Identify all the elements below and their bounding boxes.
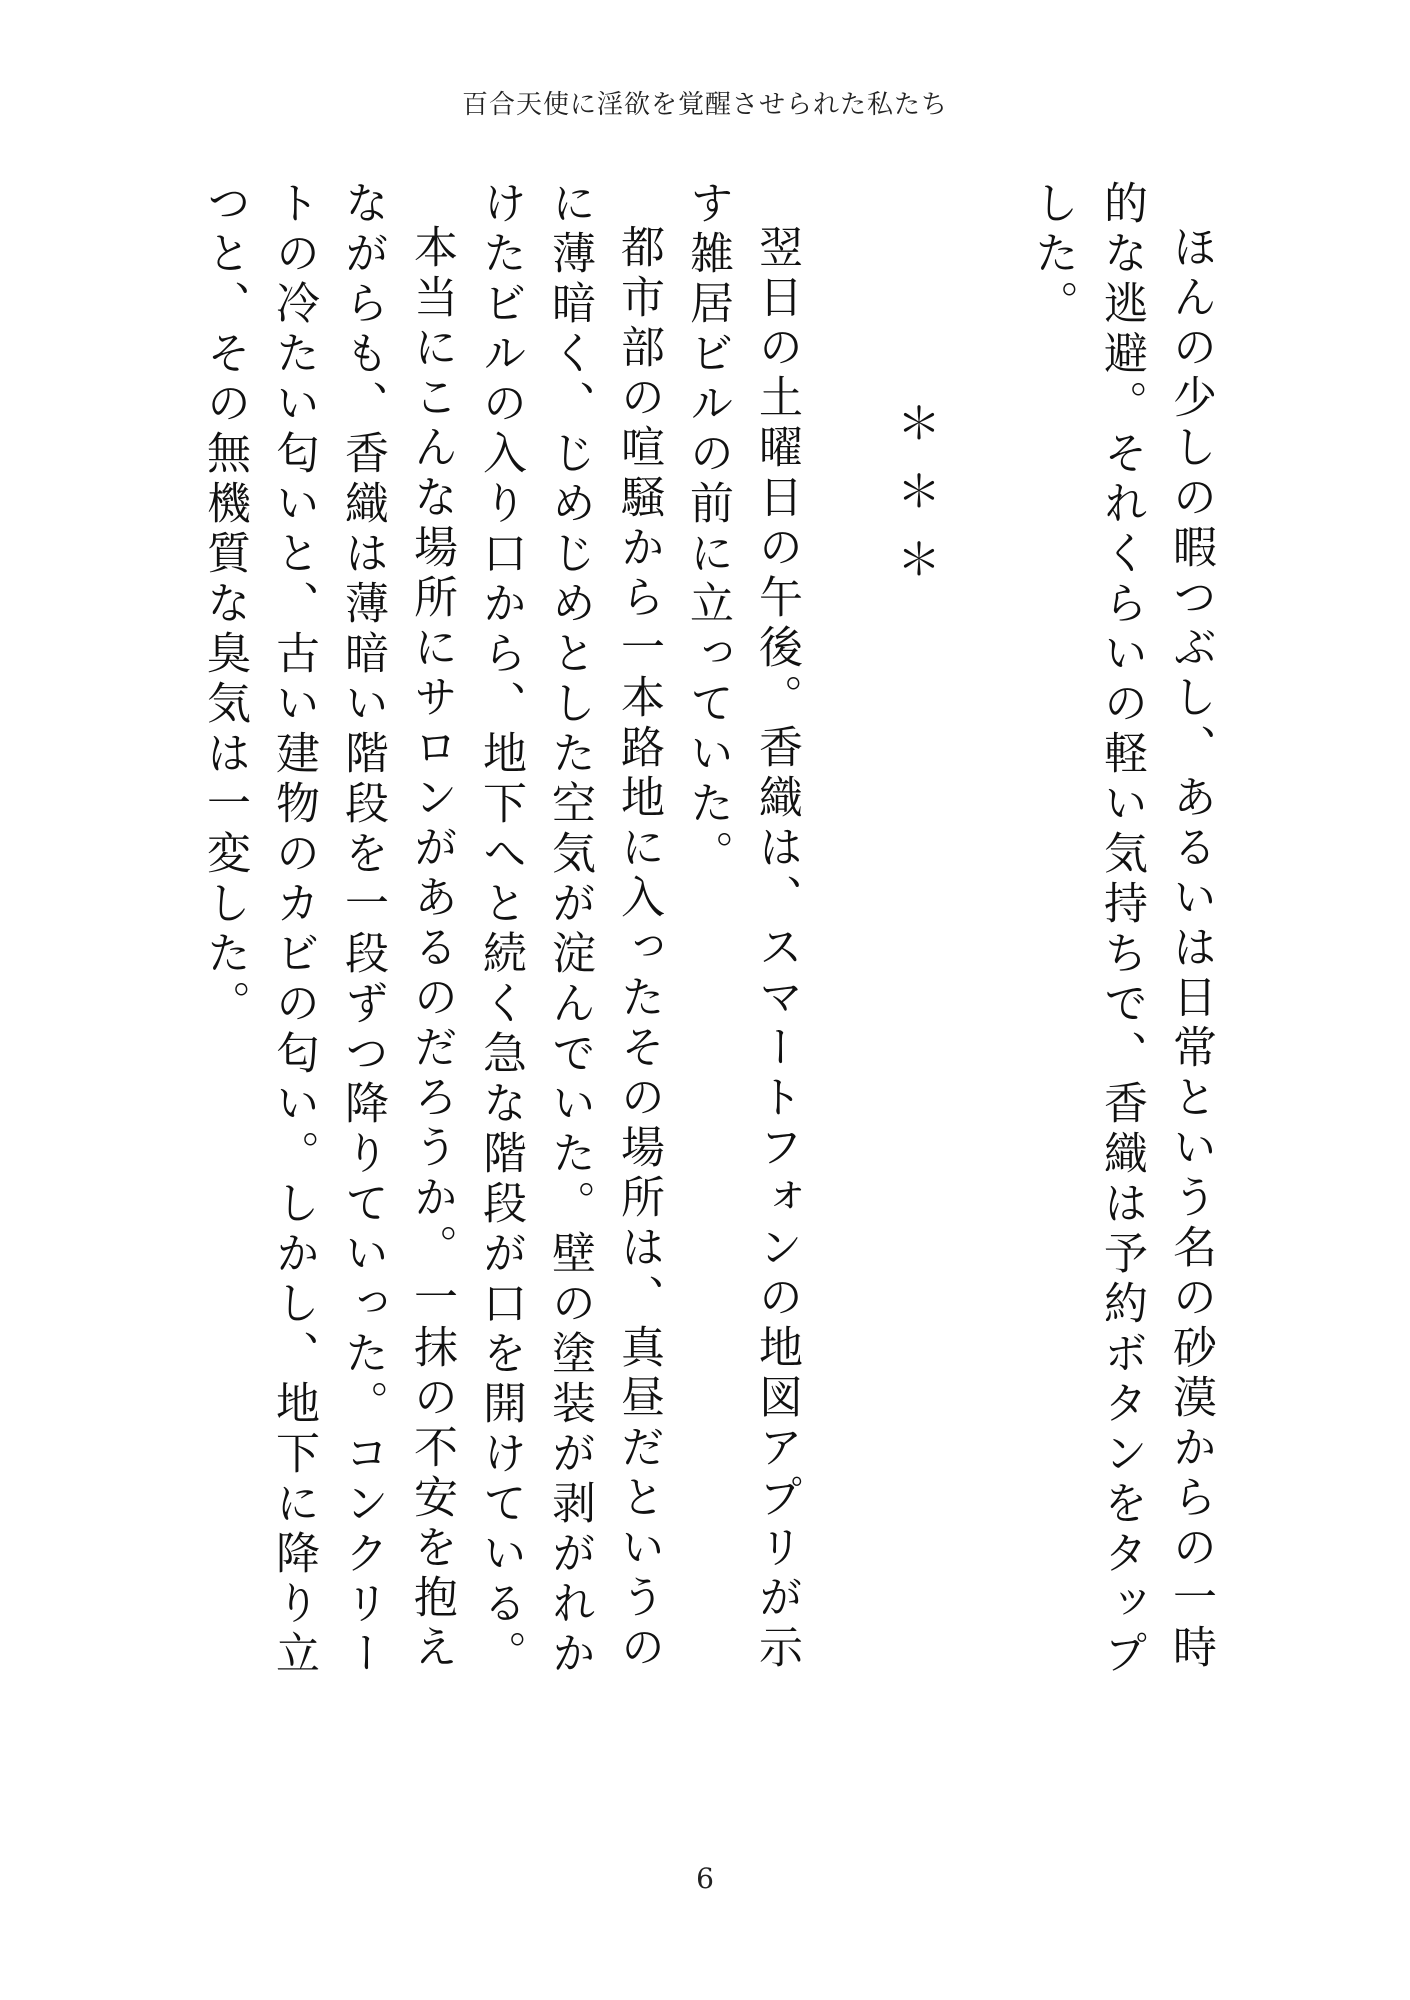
novel-body-text (185, 180, 1225, 1720)
paragraph: ほんの少しの暇つぶし、あるいは日常という名の砂漠からの一時的な逃避。それくらいの軽い気持ちで、香織は予約ボタンをタップした。 (1027, 180, 1216, 1680)
page-number: 6 (696, 1862, 714, 1895)
running-header: 百合天使に淫欲を覚醒させられた私たち (461, 90, 948, 120)
paragraph: 翌日の土曜日の午後。香織は、スマートフォンの地図アプリが示す雑居ビルの前に立っていた。 (682, 180, 802, 1674)
scene-break: ＊＊＊ (889, 400, 940, 604)
paragraph: 都市部の喧騒から一本路地に入ったその場所は、真昼だというのに薄暗く、じめじめとした空気が淀んでいた。壁の塗装が剥がれかけたビルの入り口から、地下へと続く急な階段が口を開けている。 (475, 180, 664, 1680)
paragraph: 本当にこんな場所にサロンがあるのだろうか。一抹の不安を抱えながらも、香織は薄暗い階段を一段ずつ降りていった。コンクリートの冷たい匂いと、古い建物のカビの匂い。しかし、地下に降り立つと、その無機質な臭気は一変した。 (199, 180, 457, 1680)
